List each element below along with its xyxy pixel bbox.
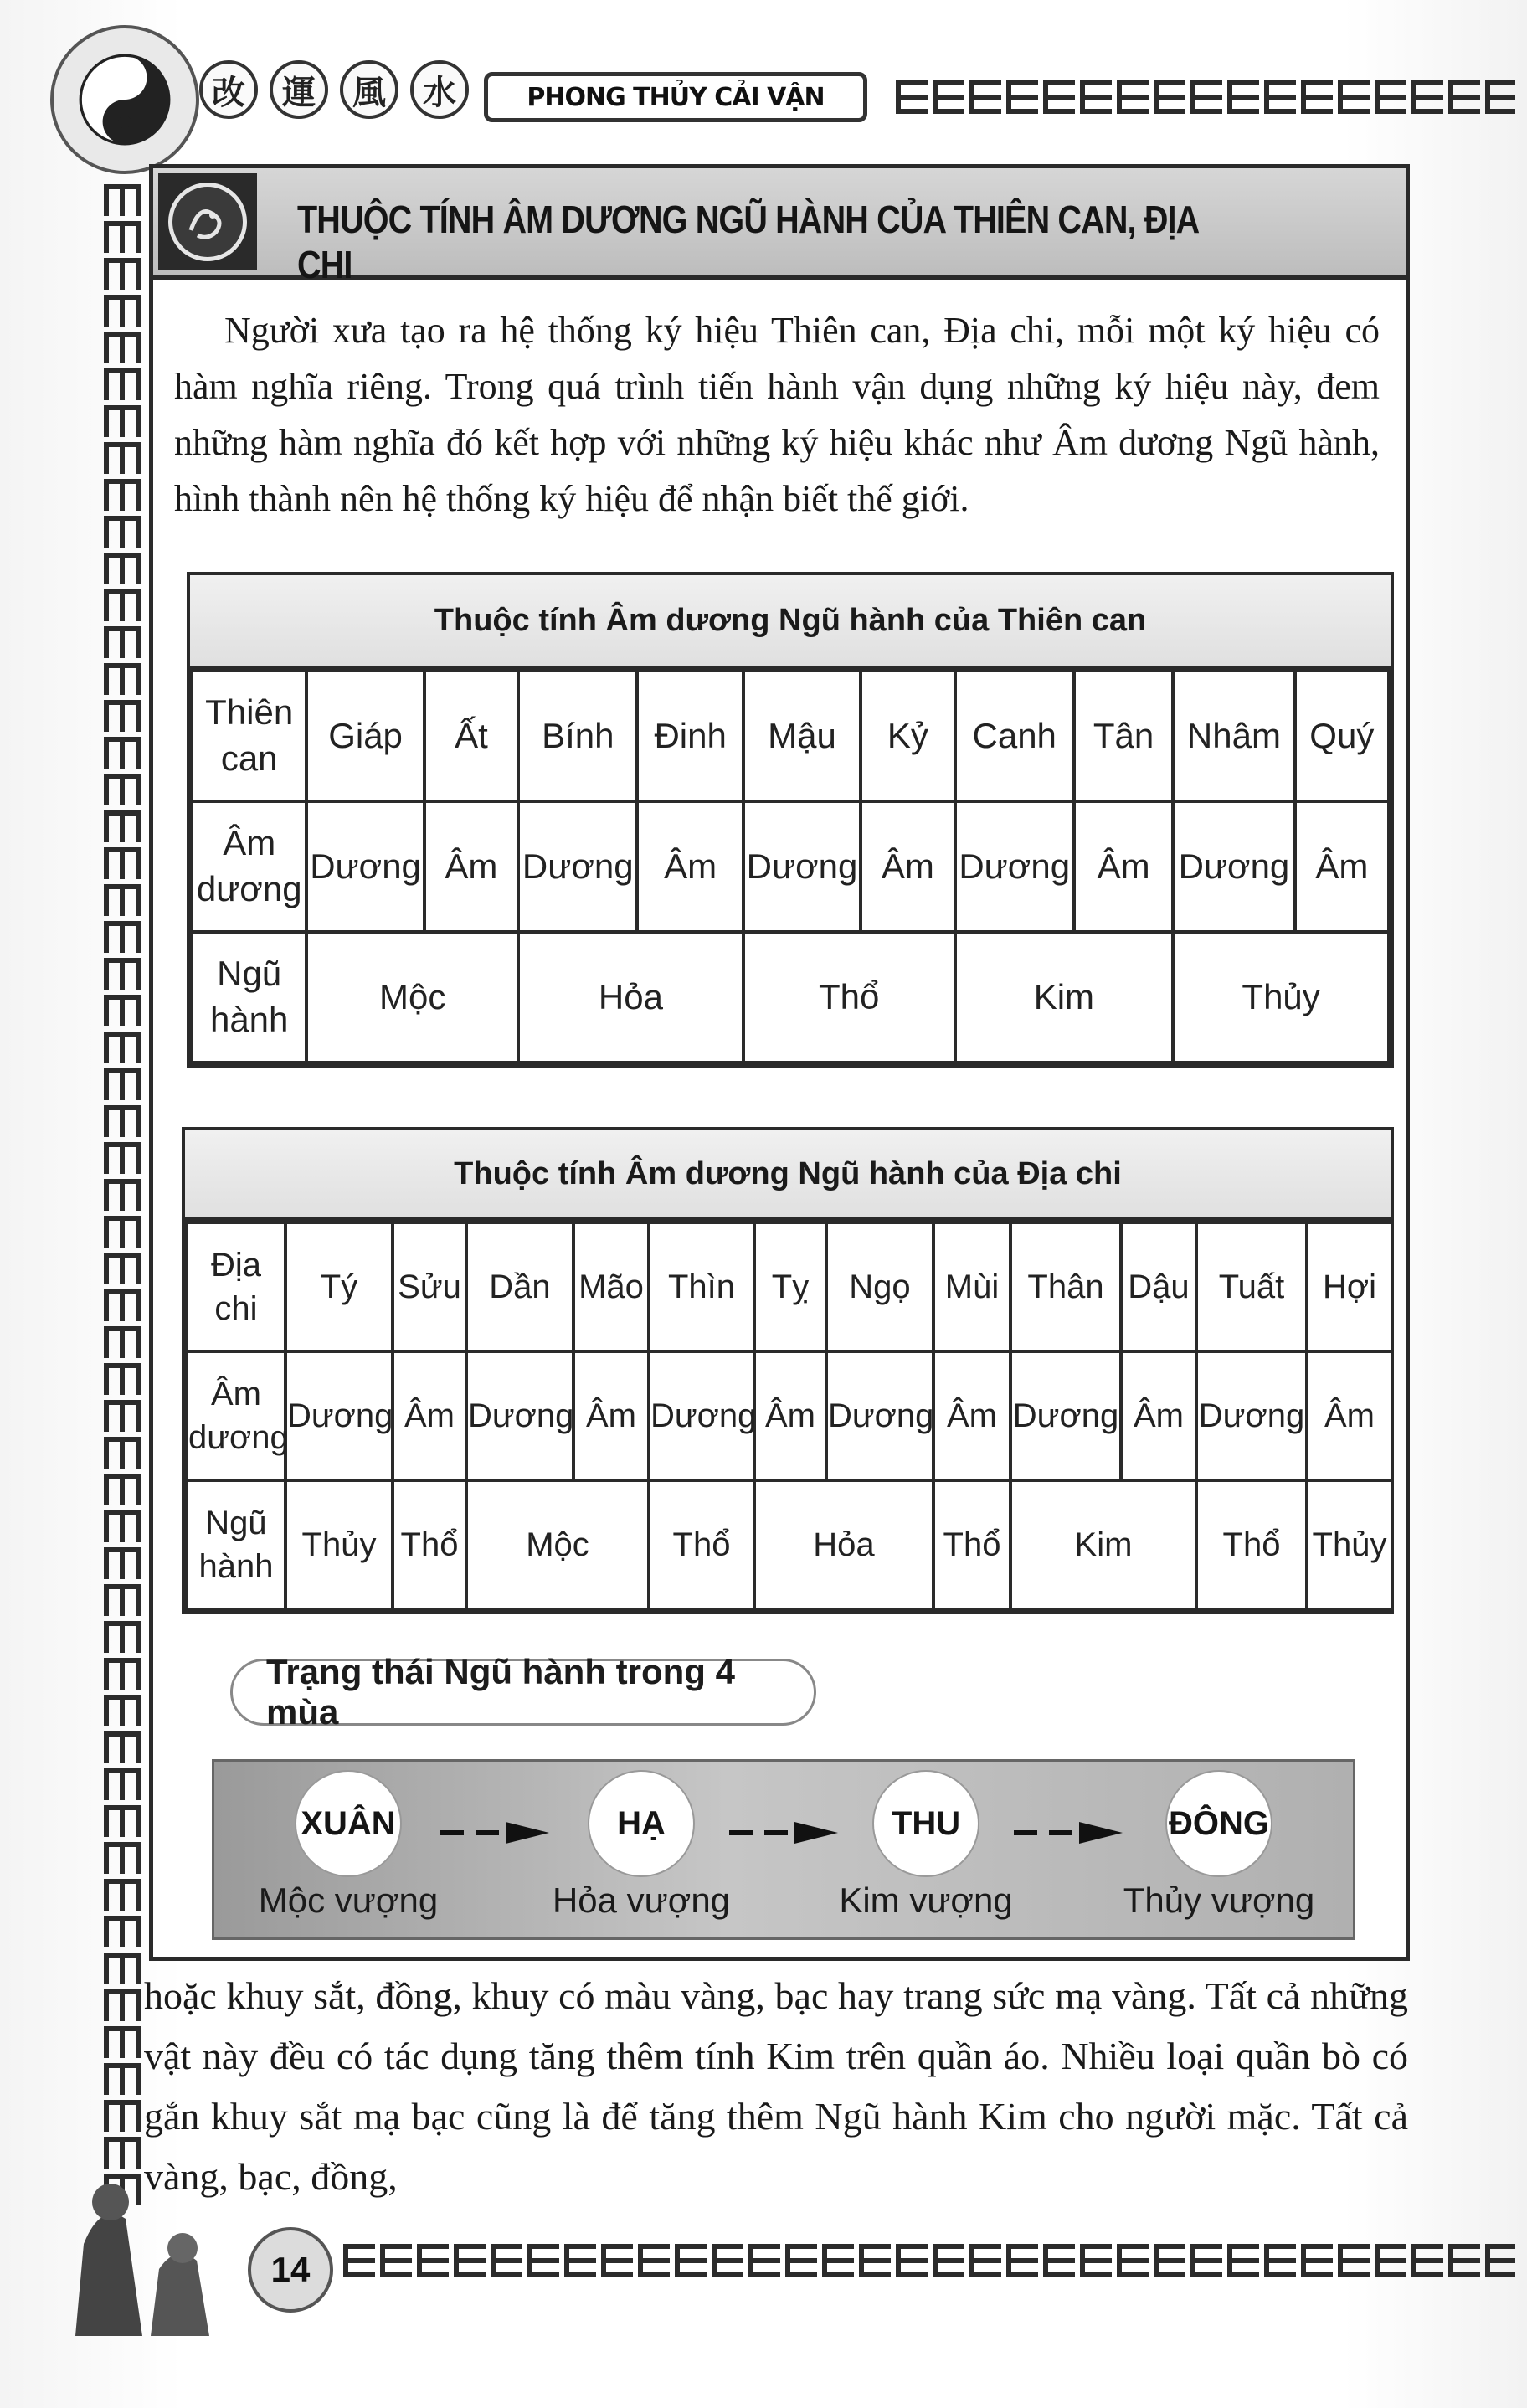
season-summer xyxy=(541,1770,742,1921)
season-name: HẠ xyxy=(588,1770,695,1877)
table-cell: Dần xyxy=(466,1222,573,1351)
table-cell: Canh xyxy=(955,671,1074,801)
table-cell: Thân xyxy=(1010,1222,1121,1351)
content-frame xyxy=(149,164,1410,1961)
greek-key-border-bottom xyxy=(343,2244,1515,2277)
table-cell: Quý xyxy=(1295,671,1389,801)
hanzi-char: 改 xyxy=(199,60,258,119)
table-cell: Dương xyxy=(518,801,637,932)
hanzi-char: 風 xyxy=(340,60,398,119)
table-cell: Hỏa xyxy=(754,1480,933,1609)
season-winter xyxy=(1118,1770,1319,1921)
row-label: Thiên can xyxy=(192,671,306,801)
table-row xyxy=(192,671,1389,801)
table-cell: Mộc xyxy=(466,1480,649,1609)
dragon-icon xyxy=(168,183,247,261)
table-cell: Giáp xyxy=(306,671,424,801)
arrow-right-icon xyxy=(729,1820,838,1845)
table-cell: Thổ xyxy=(1196,1480,1307,1609)
table-cell: Kim xyxy=(1010,1480,1196,1609)
arrow-right-icon xyxy=(440,1820,549,1845)
table-cell: Mậu xyxy=(743,671,861,801)
table-cell: Âm xyxy=(861,801,954,932)
table-cell: Dương xyxy=(649,1351,754,1480)
table-cell: Đinh xyxy=(637,671,743,801)
arrow-right-icon xyxy=(1014,1820,1123,1845)
body-paragraph: hoặc khuy sắt, đồng, khuy có màu vàng, bạc hay trang sức mạ vàng. Tất cả những vật này đều có tác dụng tăng thêm tính Kim trên quần áo. Nhiều loại quần bò có gắn khuy sắt mạ bạc cũng là để tăng thêm Ngũ hành Kim cho người mặc. Tất cả vàng, bạc, đồng, xyxy=(144,1974,1408,2198)
season-autumn xyxy=(825,1770,1026,1921)
table-cell: Âm xyxy=(393,1351,466,1480)
table-cell: Mộc xyxy=(306,932,518,1063)
table-cell: Tý xyxy=(285,1222,393,1351)
table-cell: Hợi xyxy=(1307,1222,1392,1351)
bagua-emblem xyxy=(50,25,199,174)
table-cell: Tỵ xyxy=(754,1222,826,1351)
table-cell: Dương xyxy=(306,801,424,932)
table-cell: Ất xyxy=(424,671,518,801)
table-cell: Nhâm xyxy=(1173,671,1294,801)
table-row xyxy=(192,801,1389,932)
table-row xyxy=(187,1222,1392,1351)
table-cell: Thủy xyxy=(1173,932,1389,1063)
season-name: XUÂN xyxy=(295,1770,402,1877)
dia-chi-table xyxy=(182,1127,1394,1614)
yin-yang-icon xyxy=(79,54,171,146)
season-state: Mộc vượng xyxy=(258,1881,439,1920)
table-cell: Thổ xyxy=(933,1480,1010,1609)
row-label: Địa chi xyxy=(187,1222,285,1351)
table-cell: Dương xyxy=(1010,1351,1121,1480)
table-cell: Thổ xyxy=(649,1480,754,1609)
table-cell: Âm xyxy=(933,1351,1010,1480)
table-cell: Âm xyxy=(754,1351,826,1480)
thien-can-caption: Thuộc tính Âm dương Ngũ hành của Thiên can xyxy=(190,575,1391,669)
table-cell: Dương xyxy=(743,801,861,932)
season-state: Kim vượng xyxy=(839,1881,1013,1920)
row-label: Âm dương xyxy=(187,1351,285,1480)
table-cell: Thổ xyxy=(743,932,955,1063)
table-cell: Sửu xyxy=(393,1222,466,1351)
table-cell: Thìn xyxy=(649,1222,754,1351)
table-cell: Dậu xyxy=(1121,1222,1196,1351)
section-title: THUỘC TÍNH ÂM DƯƠNG NGŨ HÀNH CỦA THIÊN CAN, ĐỊA CHI xyxy=(297,198,1198,286)
table-cell: Tân xyxy=(1074,671,1173,801)
greek-key-border-top xyxy=(896,80,1515,114)
table-cell: Dương xyxy=(285,1351,393,1480)
table-cell: Kim xyxy=(955,932,1174,1063)
figures-illustration xyxy=(50,2143,243,2344)
table-cell: Dương xyxy=(1173,801,1294,932)
row-label: Âm dương xyxy=(192,801,306,932)
table-cell: Âm xyxy=(1121,1351,1196,1480)
table-cell: Âm xyxy=(1074,801,1173,932)
table-cell: Mão xyxy=(573,1222,649,1351)
thien-can-table xyxy=(187,572,1394,1068)
table-row xyxy=(192,932,1389,1063)
table-cell: Thủy xyxy=(285,1480,393,1609)
intro-paragraph: Người xưa tạo ra hệ thống ký hiệu Thiên can, Địa chi, mỗi một ký hiệu có hàm nghĩa riêng. Trong quá trình tiến hành vận dụng những ký hiệu này, đem những hàm nghĩa đó kết hợp với những ký hiệu khác như Âm dương Ngũ hành, hình thành nên hệ thống ký hiệu để nhận biết thế giới. xyxy=(174,310,1380,519)
table-cell: Bính xyxy=(518,671,637,801)
table-cell: Hỏa xyxy=(518,932,743,1063)
season-state: Thủy vượng xyxy=(1123,1881,1315,1920)
row-label: Ngũ hành xyxy=(192,932,306,1063)
table-cell: Kỷ xyxy=(861,671,954,801)
table-cell: Âm xyxy=(1307,1351,1392,1480)
table-cell: Âm xyxy=(424,801,518,932)
hanzi-char: 運 xyxy=(270,60,328,119)
seasons-band xyxy=(212,1759,1355,1940)
table-cell: Thủy xyxy=(1307,1480,1392,1609)
hanzi-char: 水 xyxy=(410,60,469,119)
row-label: Ngũ hành xyxy=(187,1480,285,1609)
table-row xyxy=(187,1480,1392,1609)
seasons-heading: Trạng thái Ngũ hành trong 4 mùa xyxy=(230,1659,816,1726)
table-cell: Dương xyxy=(466,1351,573,1480)
table-cell: Âm xyxy=(573,1351,649,1480)
table-cell: Tuất xyxy=(1196,1222,1307,1351)
table-cell: Thổ xyxy=(393,1480,466,1609)
table-cell: Dương xyxy=(955,801,1074,932)
table-cell: Âm xyxy=(637,801,743,932)
page-number: 14 xyxy=(248,2227,333,2313)
hanzi-title xyxy=(199,60,469,119)
dia-chi-caption: Thuộc tính Âm dương Ngũ hành của Địa chi xyxy=(185,1130,1391,1221)
season-name: THU xyxy=(872,1770,979,1877)
table-cell: Mùi xyxy=(933,1222,1010,1351)
season-spring xyxy=(248,1770,449,1921)
table-cell: Dương xyxy=(826,1351,933,1480)
table-row xyxy=(187,1351,1392,1480)
season-state: Hỏa vượng xyxy=(552,1881,731,1920)
section-title-bar xyxy=(153,168,1406,286)
series-title: PHONG THỦY CẢI VẬN xyxy=(484,72,867,122)
season-name: ĐÔNG xyxy=(1165,1770,1272,1877)
table-cell: Âm xyxy=(1295,801,1389,932)
dragon-emblem xyxy=(158,173,257,270)
table-cell: Dương xyxy=(1196,1351,1307,1480)
greek-key-border-left xyxy=(104,184,141,2210)
table-cell: Ngọ xyxy=(826,1222,933,1351)
